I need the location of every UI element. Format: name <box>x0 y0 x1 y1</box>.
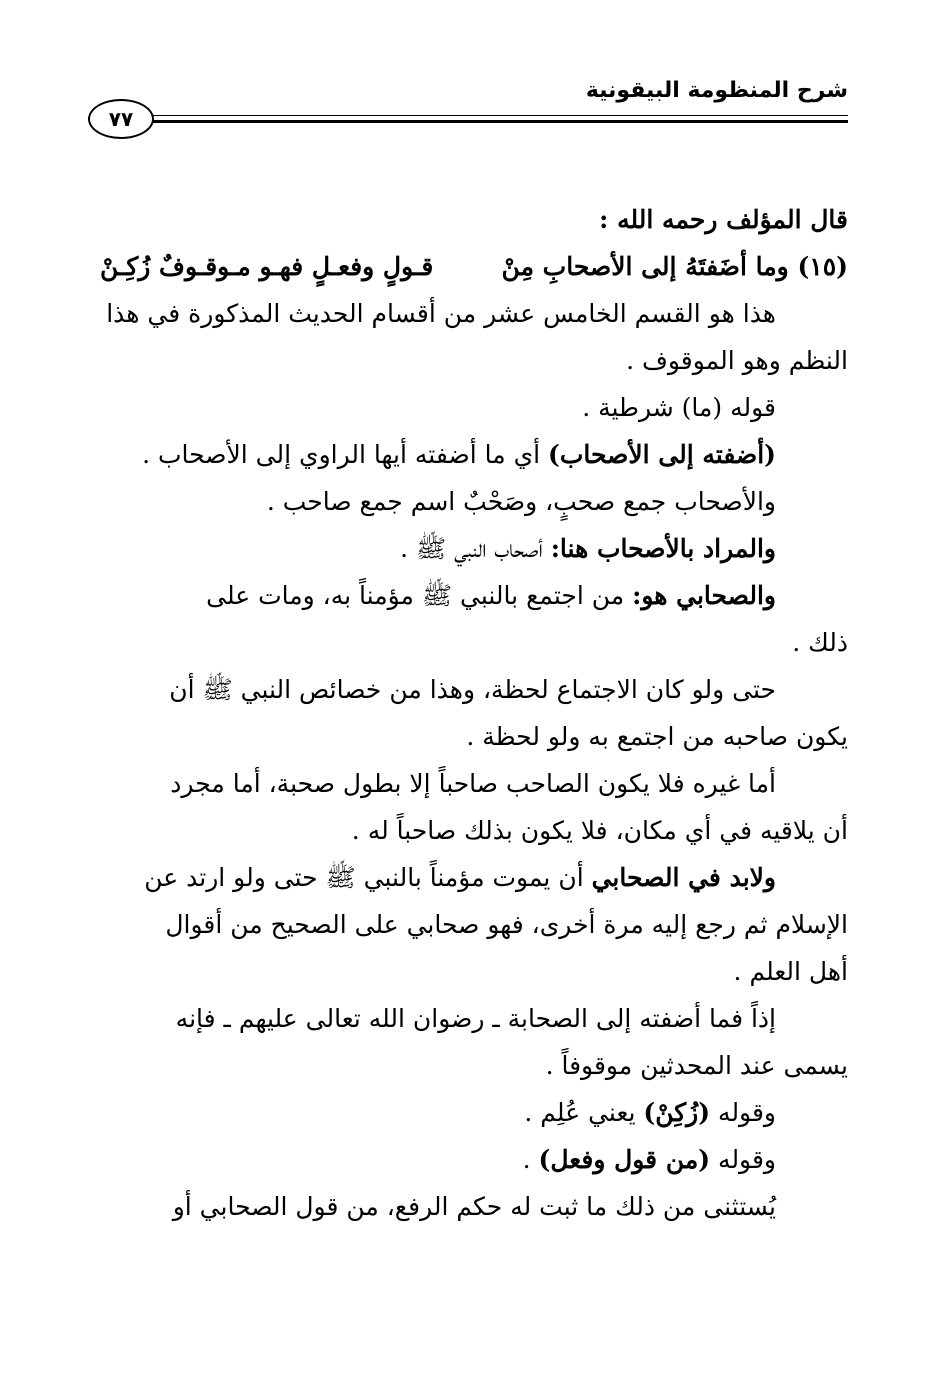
paragraph-line: هذا هو القسم الخامس عشر من أقسام الحديث المذكورة في هذا <box>106 299 776 328</box>
page-body <box>100 196 848 1230</box>
text-run: أن يموت مؤمناً بالنبي ﷺ حتى ولو ارتد عن <box>144 863 592 892</box>
header-rule-thick <box>140 120 848 123</box>
text-run: . <box>522 1145 539 1174</box>
paragraph-line: والأصحاب جمع صحبٍ، وصَحْبٌ اسم جمع صاحب . <box>266 487 776 516</box>
bold-phrase: ولابد في الصحابي <box>591 863 776 892</box>
text-run: أصحاب النبي ﷺ . <box>400 534 551 563</box>
page-header <box>88 76 848 131</box>
running-title: شرح المنظومة البيقونية <box>585 78 848 103</box>
paragraph-line <box>100 525 848 572</box>
verse-first-hemistich: (١٥) وما أضَفتَهُ إلى الأصحابِ مِنْ <box>501 252 848 281</box>
paragraph-line <box>100 431 848 478</box>
verse-second-hemistich: قـولٍ وفعـلٍ فهـو مـوقـوفٌ زُكِـنْ <box>100 252 434 281</box>
paragraph-line: أن يلاقيه في أي مكان، فلا يكون بذلك صاحباً له . <box>351 816 848 845</box>
paragraph-line: يكون صاحبه من اجتمع به ولو لحظة . <box>466 722 848 751</box>
paragraph-line: أما غيره فلا يكون الصاحب صاحباً إلا بطول صحبة، أما مجرد <box>170 769 776 798</box>
header-rule <box>140 115 848 116</box>
paragraph-line: أهل العلم . <box>733 957 848 986</box>
paragraph-line: يُستثنى من ذلك ما ثبت له حكم الرفع، من قول الصحابي أو <box>172 1192 776 1221</box>
bold-phrase: والمراد بالأصحاب هنا: <box>550 534 776 563</box>
paragraph-line: قوله (ما) شرطية . <box>582 393 776 422</box>
verse <box>100 243 848 290</box>
bold-phrase: والصحابي هو: <box>632 581 776 610</box>
bold-phrase: (من قول وفعل) <box>538 1145 711 1174</box>
text-run: وقوله <box>710 1145 776 1174</box>
text-run: وقوله <box>710 1098 776 1127</box>
bold-phrase: (أضفته إلى الأصحاب) <box>548 440 776 469</box>
paragraph-line <box>100 1089 848 1136</box>
text-run: يعني عُلِم . <box>524 1098 644 1127</box>
text-run: من اجتمع بالنبي ﷺ مؤمناً به، ومات على <box>206 581 633 610</box>
text-run: أي ما أضفته أيها الراوي إلى الأصحاب . <box>142 440 549 469</box>
paragraph-line: يسمى عند المحدثين موقوفاً . <box>545 1051 848 1080</box>
paragraph-line: النظم وهو الموقوف . <box>626 346 848 375</box>
intro-heading: قال المؤلف رحمه الله : <box>599 205 848 234</box>
paragraph-line: الإسلام ثم رجع إليه مرة أخرى، فهو صحابي على الصحيح من أقوال <box>165 910 848 939</box>
paragraph-line: حتى ولو كان الاجتماع لحظة، وهذا من خصائص النبي ﷺ أن <box>169 675 776 704</box>
paragraph-line <box>100 1136 848 1183</box>
paragraph-line <box>100 854 848 901</box>
paragraph-line: إذاً فما أضفته إلى الصحابة ـ رضوان الله تعالى عليهم ـ فإنه <box>175 1004 776 1033</box>
paragraph-line: ذلك . <box>792 628 848 657</box>
page-number: ٧٧ <box>88 99 154 139</box>
bold-phrase: (زُكِنْ) <box>643 1098 711 1127</box>
paragraph-line <box>100 572 848 619</box>
